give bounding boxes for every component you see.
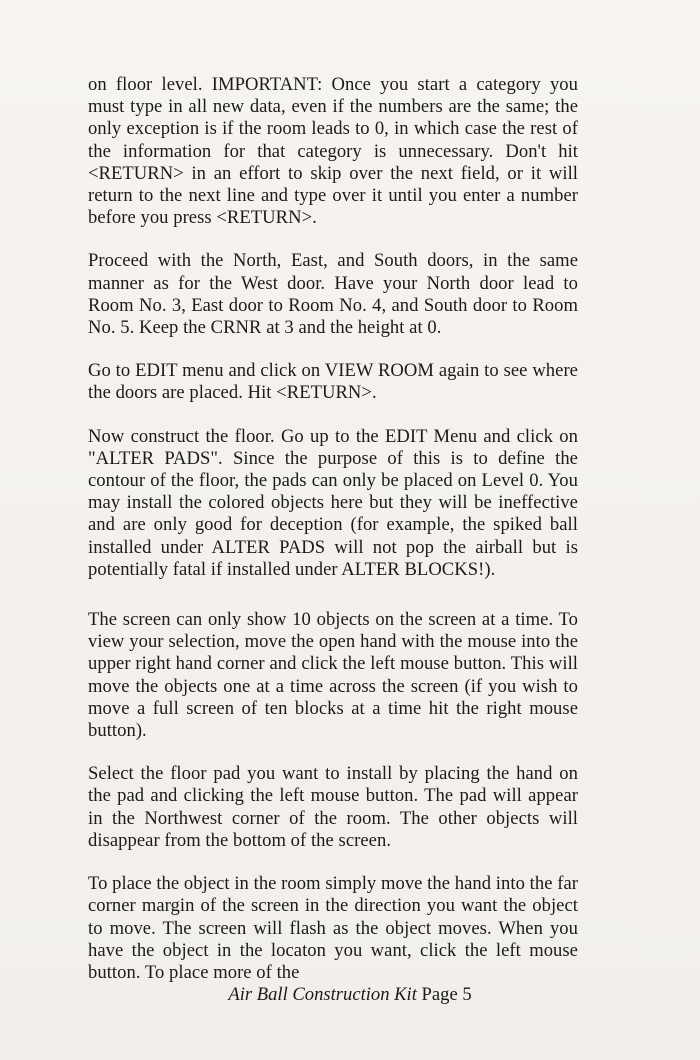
body-text: [88, 74, 578, 1005]
paragraph-place-object: To place the object in the room simply move the hand into the far corner margin of the screen in the direction you want the object to move. The screen will flash as the object moves. When you have the object in the locaton you want, click the left mouse button. To place more of the: [88, 873, 578, 983]
paragraph-screen-objects: The screen can only show 10 objects on the screen at a time. To view your selection, move the open hand with the mouse into the upper right hand corner and click the left mouse button. This will move the objects one at a time across the screen (if you wish to move a full screen of ten blocks at a time hit the right mouse button).: [88, 609, 578, 742]
footer-page-number: Page 5: [421, 984, 472, 1005]
paragraph-doors: Proceed with the North, East, and South doors, in the same manner as for the West door. Have your North door lead to Room No. 3, East door to Room No. 4, and South door to Room No. 5. Keep the CRNR at 3 and the height at 0.: [88, 250, 578, 339]
paragraph-select-floor-pad: Select the floor pad you want to install by placing the hand on the pad and clicking the left mouse button. The pad will appear in the Northwest corner of the room. The other objects will disappear from the bottom of the screen.: [88, 763, 578, 851]
paragraph-construct-floor: Now construct the floor. Go up to the EDIT Menu and click on "ALTER PADS". Since the purpose of this is to define the contour of the floor, the pads can only be placed on Level 0. You may install the colored objects here but they will be ineffective and are only good for deception (for example, the spiked ball installed under ALTER PADS will not pop the airball but is potentially fatal if installed under ALTER BLOCKS!).: [88, 425, 578, 580]
paragraph-important-note: on floor level. IMPORTANT: Once you start a category you must type in all new data, even if the numbers are the same; the only exception is if the room leads to 0, in which case the rest of the information for that category is unnecessary. Don't hit <RETURN> in an effort to skip over the next field, or it will return to the next line and type over it until you enter a number before you press <RETURN>.: [88, 74, 578, 229]
paragraph-view-room: Go to EDIT menu and click on VIEW ROOM again to see where the doors are placed. Hit <RETURN>.: [88, 360, 578, 404]
page-footer: [0, 984, 700, 1006]
footer-title: Air Ball Construction Kit: [228, 984, 417, 1005]
